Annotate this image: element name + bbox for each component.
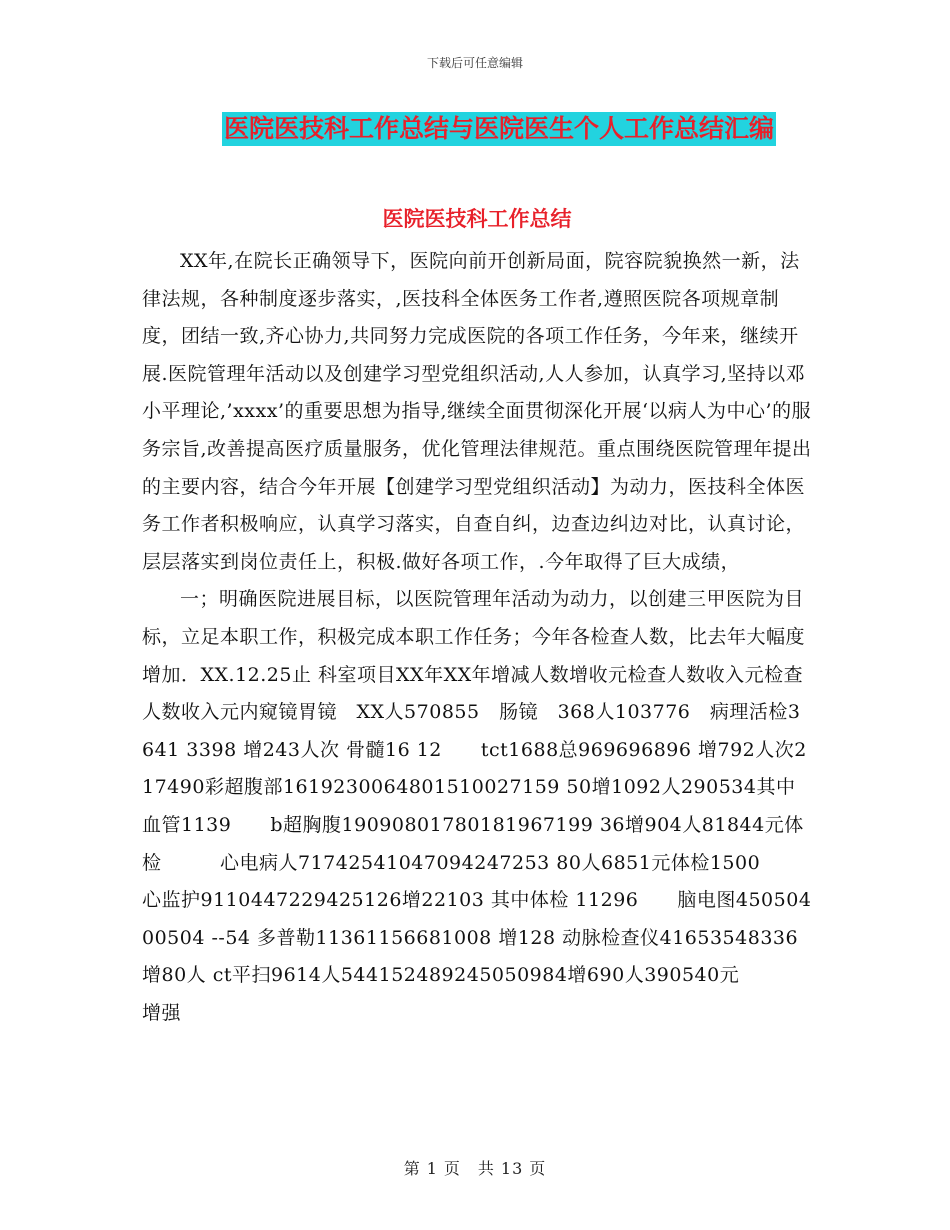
footer-page-number: 1 bbox=[426, 1159, 438, 1178]
main-title-container bbox=[0, 112, 950, 146]
footer-total-pages: 13 bbox=[500, 1159, 524, 1178]
footer-page-suffix: 页 bbox=[529, 1159, 547, 1178]
section-title: 医院医技科工作总结 bbox=[382, 207, 572, 231]
header-note: 下载后可任意编辑 bbox=[426, 56, 523, 70]
document-body bbox=[142, 243, 857, 1032]
footer-page-middle: 页 共 bbox=[443, 1159, 495, 1178]
page-footer bbox=[0, 1156, 950, 1179]
footer-page-prefix: 第 bbox=[403, 1159, 421, 1178]
paragraph-goals: 一；明确医院进展目标，以医院管理年活动为动力，以创建三甲医院为目标，立足本职工作，积极完成本职工作任务；今年各检查人数，比去年大幅度增加．XX.12.25止 科室项目XX年XX年增减人数增收元检查人数收入元检查人数收入元内窥镜胃镜 XX人570855 肠镜 368人103776 病理活检3641 3398 增243人次 骨髓16 12 tct1688总969696896 增792人次217490彩超腹部1619230064801510027159 50增1092人290534其中血管1139 b超胸腹19090801780181967199 36增904人81844元体检 心电病人71742541047094247253 80人6851元体检1500 心监护9110447229425126增22103 其中体检 11296 脑电图45050400504 --54 多普勒11361156681008 增128 动脉检查仪41653548336 增80人 ct平扫9614人544152489245050984增690人390540元 增强 bbox=[142, 588, 857, 1024]
main-title: 医院医技科工作总结与医院医生个人工作总结汇编 bbox=[222, 112, 776, 146]
paragraph-intro: XX年,在院长正确领导下，医院向前开创新局面，院容院貌换然一新，法律法规，各种制度逐步落实，,医技科全体医务工作者,遵照医院各项规章制度，团结一致,齐心协力,共同努力完成医院的各项工作任务，今年来，继续开展.医院管理年活动以及创建学习型党组织活动,人人参加，认真学习,坚持以邓小平理论,’xxxx’的重要思想为指导,继续全面贯彻深化开展‘以病人为中心’的服务宗旨,改善提高医疗质量服务，优化管理法律规范。重点围绕医院管理年提出的主要内容，结合今年开展【创建学习型党组织活动】为动力，医技科全体医务工作者积极响应，认真学习落实，自查自纠，边查边纠边对比，认真讨论，层层落实到岗位责任上，积极.做好各项工作，.今年取得了巨大成绩， bbox=[142, 250, 812, 573]
